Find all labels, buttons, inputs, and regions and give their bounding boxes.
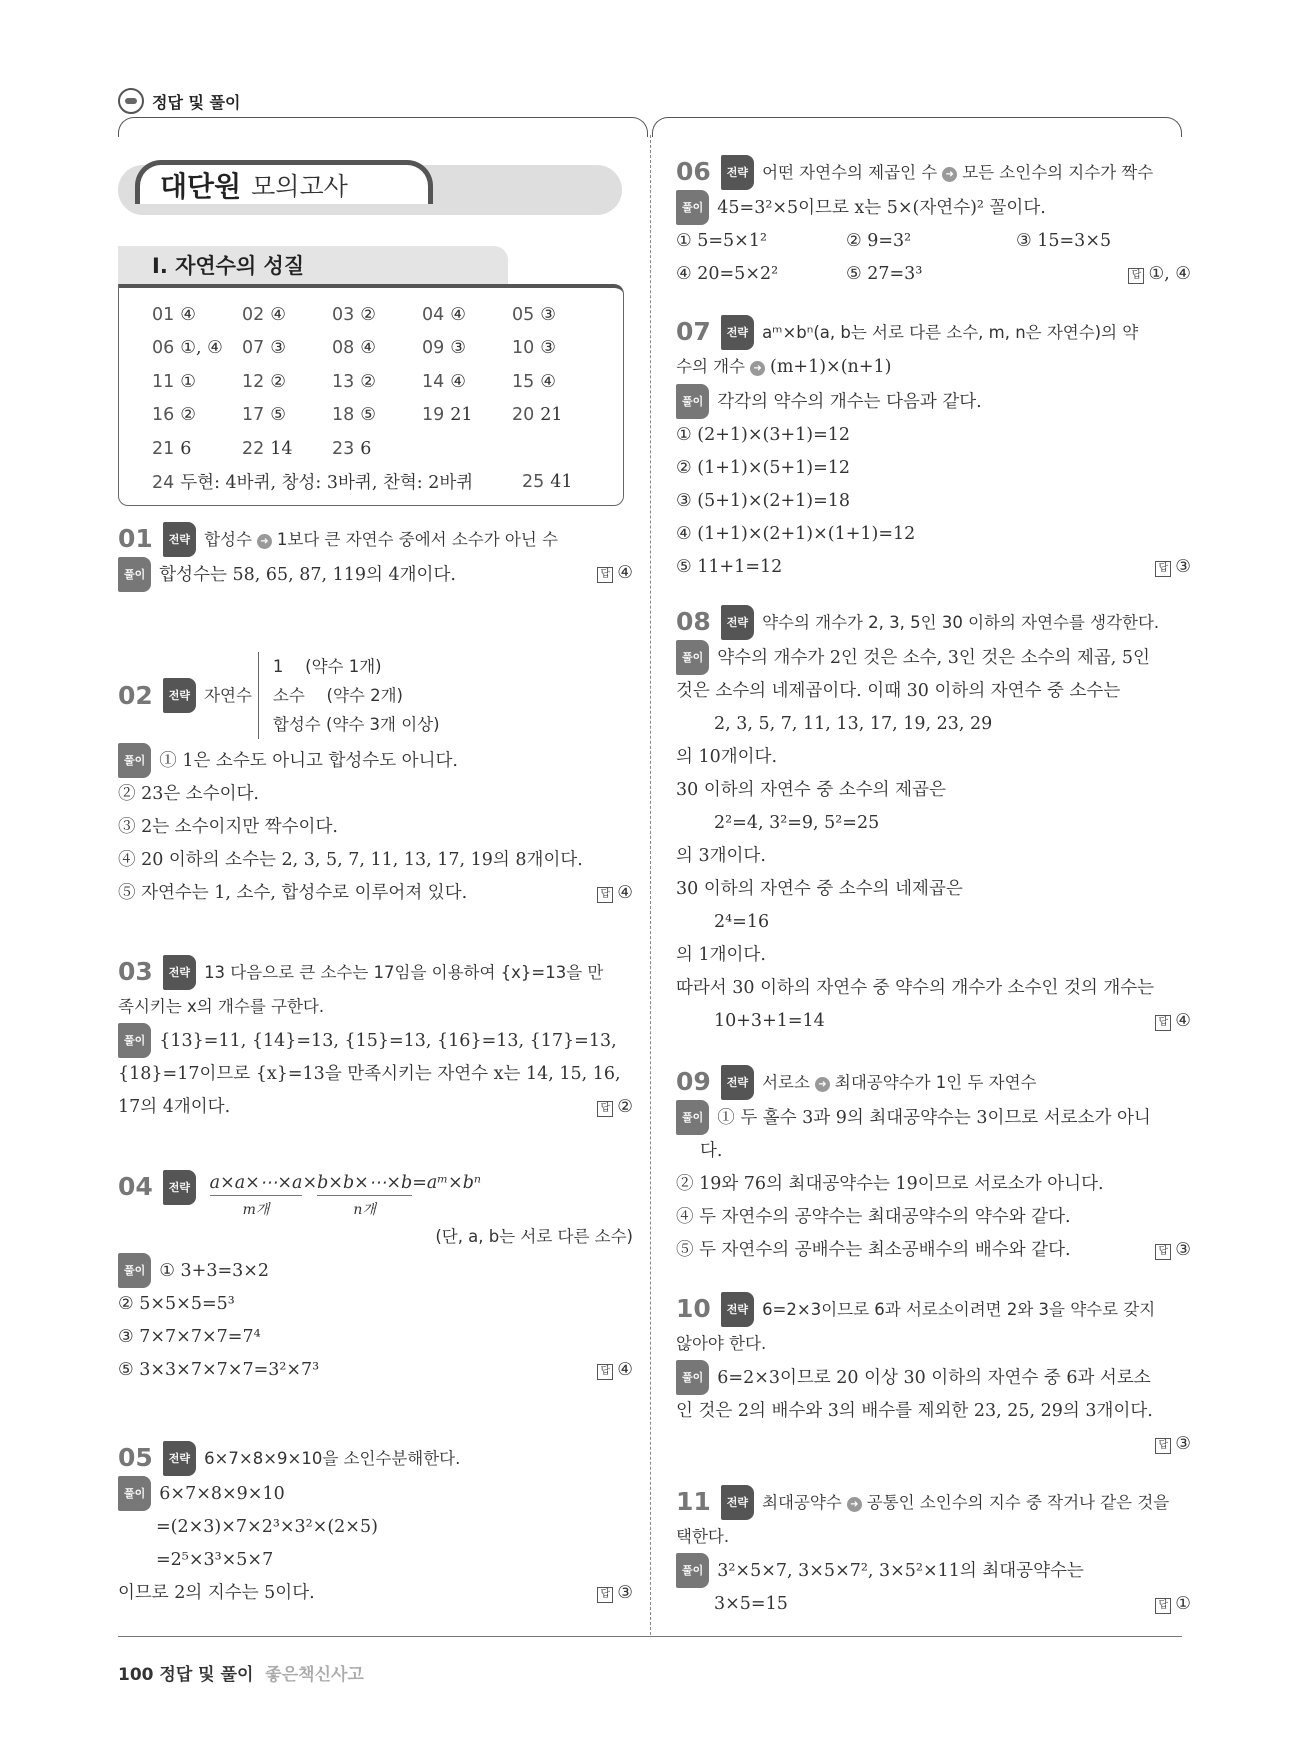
answer-icon: 답	[597, 887, 613, 903]
answer-key-cell: 23 6	[332, 438, 372, 459]
answer-key-cell: 20 21	[512, 405, 563, 426]
underbrace-a: a×a×⋯×a m개	[209, 1173, 303, 1218]
question-08: 08 전략 약수의 개수가 2, 3, 5인 30 이하의 자연수를 생각한다. 풀이 약수의 개수가 2인 것은 소수, 3인 것은 소수의 제곱, 5인 것은 소수의 네제곱이다. 이때 30 이하의 자연수 중 소수는 2, 3, 5, 7, 11, 13, 17, 19, 23, 29 의 10개이다. 30 이하의 자연수 중 소수의 제곱은 2²=4, 3²=9, 5²=25 의 3개이다. 30 이하의 자연수 중 소수의 네제곱은 2⁴=16 의 1개이다. 따라서 30 이하의 자연수 중 약수의 개수가 소수인 것의 개수는 10+3+1=14 답 ④	[676, 607, 1191, 1031]
question-09: 09 전략 서로소 ➜ 최대공약수가 1인 두 자연수 풀이 ① 두 홀수 3과 9의 최대공약수는 3이므로 서로소가 아니 다. ② 19와 76의 최대공약수는 19이므로 서로소가 아니다. ④ 두 자연수의 공약수는 최대공약수의 약수와 같다. ⑤ 두 자연수의 공배수는 최소공배수의 배수와 같다. 답 ③	[676, 1067, 1191, 1260]
answer-key-cell: 13 ②	[332, 371, 376, 392]
question-10: 10 전략 6=2×3이므로 6과 서로소이려면 2와 3을 약수로 갖지 않아야 한다. 풀이 6=2×3이므로 20 이상 30 이하의 자연수 중 6과 서로소 인 것은 2의 배수와 3의 배수를 제외한 23, 25, 29의 3개이다. 답 ③	[676, 1294, 1191, 1454]
answer-key-cell: 12 ②	[242, 371, 286, 392]
footer-rule	[118, 1636, 1182, 1637]
question-02: 02 전략 자연수 1 (약수 1개) 소수 (약수 2개) 합성수 (약수 3개 이상) 풀이 ① 1은 소수도 아니고 합성수도 아니다. ② 23은 소수이다. ③ 2는 소수이지만 짝수이다. ④ 20 이하의 소수는 2, 3, 5, 7, 11, 13, 17, 19의 8개이다. ⑤ 자연수는 1, 소수, 합성수로 이루어져 있다. 답 ④	[118, 648, 633, 910]
question-04: 04 전략 a×a×⋯×a m개×b×b×⋯×b n개=aᵐ×bⁿ (단, a, b는 서로 다른 소수) 풀이 ① 3+3=3×2 ② 5×5×5=5³ ③ 7×7×7×7=7⁴ ⑤ 3×3×7×7×7=3²×7³ 답 ④	[118, 1172, 633, 1380]
banner-main-title: 대단원	[160, 169, 242, 203]
answer-key-cell: 06 ①, ④	[152, 338, 223, 359]
question-01: 01 전략 합성수 ➜ 1보다 큰 자연수 중에서 소수가 아닌 수 풀이 합성수는 58, 65, 87, 119의 4개이다. 답 ④	[118, 522, 633, 592]
answer-key-cell: 18 ⑤	[332, 405, 376, 426]
answer-icon: 답	[1155, 1244, 1171, 1260]
answer-key-cell: 17 ⑤	[242, 405, 286, 426]
answer-icon: 답	[1155, 1598, 1171, 1614]
answer-key-cell: 04 ④	[422, 304, 466, 325]
arrow-icon: ➜	[257, 534, 272, 549]
answer-key-cell: 07 ③	[242, 338, 286, 359]
answer-key-cell: 02 ④	[242, 304, 286, 325]
answer-key-cell: 16 ②	[152, 405, 196, 426]
page-number: 100	[118, 1665, 154, 1685]
answer-key-row	[152, 465, 622, 499]
arrow-icon: ➜	[847, 1497, 862, 1512]
answer-icon: 답	[597, 1587, 613, 1603]
arrow-icon: ➜	[750, 361, 765, 376]
answer-key-cell: 25 41	[522, 471, 573, 492]
answer-key-row	[152, 298, 612, 332]
underbrace-b: b×b×⋯×b n개	[317, 1173, 413, 1218]
left-column-frame	[118, 117, 648, 137]
answer-key-cell: 14 ④	[422, 371, 466, 392]
answer-icon: 답	[1155, 1015, 1171, 1031]
question-03: 03 전략 13 다음으로 큰 소수는 17임을 이용하여 {x}=13을 만 족시키는 x의 개수를 구한다. 풀이 {13}=11, {14}=13, {15}=13, {16}=13, {17}=13, {18}=17이므로 {x}=13을 만족시키는 자연수 x는 14, 15, 16, 17의 4개이다. 답 ②	[118, 957, 633, 1117]
answer-key-cell: 01 ④	[152, 304, 196, 325]
answer-icon: 답	[597, 1101, 613, 1117]
answer-icon: 답	[1155, 1438, 1171, 1454]
footer-title: 정답 및 풀이	[159, 1665, 254, 1685]
right-column-frame	[652, 117, 1182, 137]
answer-key-cell: 11 ①	[152, 371, 196, 392]
answer-key-cell: 15 ④	[512, 371, 556, 392]
page-header	[118, 86, 240, 116]
unit-banner	[135, 160, 433, 204]
arrow-icon: ➜	[815, 1077, 830, 1092]
question-11: 11 전략 최대공약수 ➜ 공통인 소인수의 지수 중 작거나 같은 것을 택한다. 풀이 3²×5×7, 3×5×7², 3×5²×11의 최대공약수는 3×5=15 답 ①	[676, 1487, 1191, 1614]
page-footer	[118, 1660, 364, 1685]
answer-key-cell: 09 ③	[422, 338, 466, 359]
publisher-watermark: 좋은책신사고	[265, 1665, 364, 1685]
banner-sub-title: 모의고사	[251, 171, 348, 201]
answer-icon: 답	[1128, 268, 1144, 284]
column-divider	[650, 135, 651, 1635]
answer-key-cell: 24 두현: 4바퀴, 창성: 3바퀴, 찬혁: 2바퀴	[152, 473, 474, 494]
answer-icon: 답	[597, 567, 613, 583]
question-07: 07 전략 aᵐ×bⁿ(a, b는 서로 다른 소수, m, n은 자연수)의 약 수의 개수 ➜ (m+1)×(n+1) 풀이 각각의 약수의 개수는 다음과 같다. ① (2+1)×(3+1)=12 ② (1+1)×(5+1)=12 ③ (5+1)×(2+1)=18 ④ (1+1)×(2+1)×(1+1)=12 ⑤ 11+1=12 답 ③	[676, 317, 1191, 577]
answer-key-cell: 05 ③	[512, 304, 556, 325]
question-05: 05 전략 6×7×8×9×10을 소인수분해한다. 풀이 6×7×8×9×10 =(2×3)×7×2³×3²×(2×5) =2⁵×3³×5×7 이므로 2의 지수는 5이다. 답 ③	[118, 1443, 633, 1603]
answer-key-cell: 03 ②	[332, 304, 376, 325]
answer-icon: 답	[1155, 561, 1171, 577]
answer-key-row	[152, 365, 612, 399]
answer-key-row	[152, 432, 612, 466]
header-title: 정답 및 풀이	[152, 92, 241, 112]
answer-icon: 답	[597, 1364, 613, 1380]
section-tab	[118, 246, 508, 284]
answer-key-cell: 08 ④	[332, 338, 376, 359]
answer-key-cell: 22 14	[242, 438, 293, 459]
answer-key-cell: 10 ③	[512, 338, 556, 359]
answer-key-row	[152, 332, 612, 366]
answer-key-row	[152, 399, 612, 433]
answer-key-cell: 19 21	[422, 405, 473, 426]
classification-brace: 1 (약수 1개) 소수 (약수 2개) 합성수 (약수 3개 이상)	[258, 652, 440, 739]
answer-key-grid	[152, 298, 612, 494]
section-title: Ⅰ. 자연수의 성질	[152, 254, 305, 278]
mascot-icon	[118, 88, 144, 114]
question-06: 06 전략 어떤 자연수의 제곱인 수 ➜ 모든 소인수의 지수가 짝수 풀이 45=3²×5이므로 x는 5×(자연수)² 꼴이다. ① 5=5×1² ② 9=3² ③ 15=3×5 ④ 20=5×2² ⑤ 27=3³ 답 ①, ④	[676, 157, 1191, 284]
arrow-icon: ➜	[942, 167, 957, 182]
answer-key-cell: 21 6	[152, 438, 192, 459]
